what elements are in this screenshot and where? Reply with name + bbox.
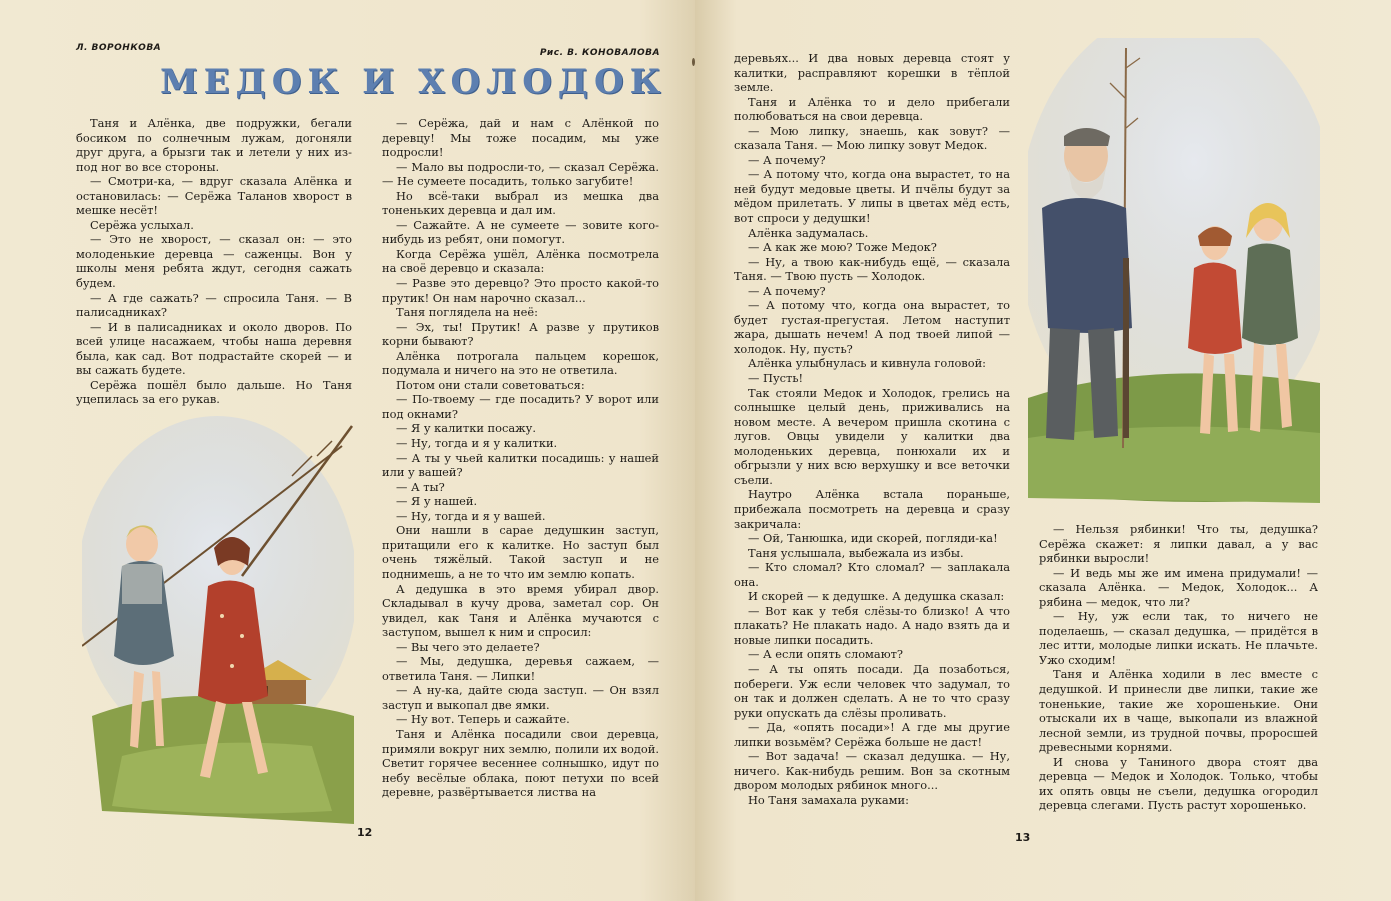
story-paragraph: — А где сажать? — спросила Таня. — В палисадниках? xyxy=(76,290,352,320)
story-title: МЕДОК И ХОЛОДОК xyxy=(160,62,667,102)
story-paragraph: — А потому что, когда она вырастет, то на ней будут медовые цветы. И пчёлы будут за мёдом прилетать. У липы в цветах мёд есть, вот спроси у дедушки! xyxy=(734,167,1010,226)
story-paragraph: — Пусть! xyxy=(748,371,804,386)
page-number-right: 13 xyxy=(1015,831,1031,844)
story-paragraph: — Ну, тогда и я у вашей. xyxy=(396,508,546,523)
story-paragraph: Таня и Алёнка посадили свои деревца, примяли вокруг них землю, полили их водой. Светит горячее весеннее солнышко, идут по небу весёлые облака, поют петухи по всей деревне, развёртывается листва на xyxy=(382,726,659,800)
story-paragraph: Алёнка потрогала пальцем корешок, подумала и ничего на это не ответила. xyxy=(382,348,659,378)
right-column-1 xyxy=(734,51,1010,807)
story-paragraph: — А как же мою? Тоже Медок? xyxy=(748,240,937,255)
story-paragraph: — А почему? xyxy=(748,283,826,298)
story-paragraph: — Разве это деревцо? Это просто какой-то прутик! Он нам нарочно сказал... xyxy=(382,276,659,305)
girls-carrying-saplings-illustration xyxy=(82,416,354,824)
story-paragraph: — Ой, Танюшка, иди скорей, погляди-ка! xyxy=(748,531,998,546)
story-paragraph: — Ну, тогда и я у калитки. xyxy=(396,436,558,451)
story-paragraph: Таня и Алёнка ходили в лес вместе с дедушкой. И принесли две липки, такие же тоненькие, такие же хорошенькие. Они отыскали их в чаще, выкопали из влажной лесной земли, из трудной почвы, проросшей древесными корнями. xyxy=(1039,667,1318,755)
left-page xyxy=(0,0,695,901)
story-paragraph: — А потому что, когда она вырастет, то будет густая-прегустая. Летом наступит жара, дышать нечем! А под твоей липой — холодок. Ну, пусть? xyxy=(734,298,1010,356)
right-page xyxy=(695,0,1391,901)
story-paragraph: Алёнка задумалась. xyxy=(748,225,869,240)
illustrator-credit: Рис. В. КОНОВАЛОВА xyxy=(539,48,660,58)
story-paragraph: — Я у нашей. xyxy=(396,494,478,509)
right-column-2 xyxy=(1039,522,1318,813)
story-paragraph: — Я у калитки посажу. xyxy=(396,421,536,436)
story-paragraph: — А ну-ка, дайте сюда заступ. — Он взял заступ и выкопал две ямки. xyxy=(382,683,659,712)
story-paragraph: И скорей — к дедушке. А дедушка сказал: xyxy=(748,589,1005,604)
grandfather-and-girls-illustration xyxy=(1028,38,1320,508)
story-paragraph: — Нельзя рябинки! Что ты, дедушка? Серёжа скажет: я липки давал, а у вас рябинки выросли! xyxy=(1039,522,1318,566)
story-paragraph: Но всё-таки выбрал из мешка два тоненьких деревца и дал им. xyxy=(382,188,659,218)
story-paragraph: — А ты у чьей калитки посадишь: у нашей или у вашей? xyxy=(382,450,659,480)
story-paragraph: деревьях... И два новых деревца стоят у калитки, расправляют корешки в тёплой земле. xyxy=(734,51,1010,95)
story-paragraph: — И ведь мы же им имена придумали! — сказала Алёнка. — Медок, Холодок... А рябина — медок, что ли? xyxy=(1039,565,1318,609)
story-paragraph: — Ну, уж если так, то ничего не поделаешь, — сказал дедушка, — придётся в лес итти, молодые липки искать. Не плачьте. Ужо сходим! xyxy=(1039,609,1318,667)
page-number-left: 12 xyxy=(357,826,373,839)
story-paragraph: — Мою липку, знаешь, как зовут? — сказала Таня. — Мою липку зовут Медок. xyxy=(734,123,1010,153)
story-paragraph: Серёжа пошёл было дальше. Но Таня уцепилась за его рукав. xyxy=(76,377,352,407)
story-paragraph: — Сажайте. А не сумеете — зовите кого-нибудь из ребят, они помогут. xyxy=(382,217,659,247)
story-paragraph: — А почему? xyxy=(748,152,826,167)
story-paragraph: — И в палисадниках и около дворов. По всей улице насажаем, чтобы наша деревня была, как сад. Вот подрастайте скорей — и вы сажать будете. xyxy=(76,319,352,378)
story-paragraph: — Ну вот. Теперь и сажайте. xyxy=(396,712,570,727)
story-paragraph: — Да, «опять посади»! А где мы другие липки возьмём? Серёжа больше не даст! xyxy=(734,720,1010,749)
story-paragraph: — А если опять сломают? xyxy=(748,647,904,662)
story-paragraph: Таня и Алёнка то и дело прибегали полюбоваться на свои деревца. xyxy=(734,94,1010,124)
story-paragraph: Таня поглядела на неё: xyxy=(396,305,538,320)
left-column-2 xyxy=(382,116,659,800)
story-paragraph: Наутро Алёнка встала пораньше, прибежала посмотреть на деревца и сразу закричала: xyxy=(734,487,1010,531)
story-paragraph: И снова у Таниного двора стоят два деревца — Медок и Холодок. Только, чтобы их опять овцы не съели, дедушка огородил деревца слегами. Пусть растут хорошенько. xyxy=(1039,754,1318,813)
story-paragraph: — Смотри-ка, — вдруг сказала Алёнка и остановилась: — Серёжа Таланов хворост в мешке несёт! xyxy=(76,174,352,218)
story-paragraph: — Серёжа, дай и нам с Алёнкой по деревцу! Мы тоже посадим, мы уже подросли! xyxy=(382,116,659,160)
story-paragraph: — Эх, ты! Прутик! А разве у прутиков корни бывают? xyxy=(382,319,659,349)
story-paragraph: Серёжа услыхал. xyxy=(90,217,194,232)
story-paragraph: Так стояли Медок и Холодок, грелись на солнышке целый день, приживались на новом месте. А вечером пришла скотина с лугов. Овцы увидели у калитки два молоденьких деревца, понюхали их и обгрызли у них всю верхушку и все веточки съели. xyxy=(734,385,1010,487)
left-column-1 xyxy=(76,116,352,407)
author-name: Л. ВОРОНКОВА xyxy=(76,43,162,53)
story-paragraph: — Кто сломал? Кто сломал? — заплакала она. xyxy=(734,560,1010,589)
story-paragraph: Таня услышала, выбежала из избы. xyxy=(748,545,964,560)
story-paragraph: — Мало вы подросли-то, — сказал Серёжа. — Не сумеете посадить, только загубите! xyxy=(382,159,659,189)
story-paragraph: — А ты? xyxy=(396,479,445,494)
story-paragraph: Но Таня замахала руками: xyxy=(748,792,909,807)
story-paragraph: Потом они стали советоваться: xyxy=(396,377,585,392)
story-paragraph: Алёнка улыбнулась и кивнула головой: xyxy=(748,356,987,371)
story-paragraph: — Вы чего это делаете? xyxy=(396,639,540,654)
story-paragraph: — А ты опять посади. Да позаботься, побереги. Уж если человек что задумал, то он так и должен сделать. А не то что сразу руки опускать да слёзы проливать. xyxy=(734,661,1010,720)
story-paragraph: — Вот как у тебя слёзы-то близко! А что плакать? Не плакать надо. А надо взять да и новые липки посадить. xyxy=(734,603,1010,647)
story-paragraph: Таня и Алёнка, две подружки, бегали босиком по солнечным лужам, догоняли друг друга, а брызги так и летели у них из-под ног во все стороны. xyxy=(76,116,352,174)
story-paragraph: Когда Серёжа ушёл, Алёнка посмотрела на своё деревцо и сказала: xyxy=(382,246,659,276)
story-paragraph: А дедушка в это время убирал двор. Складывал в кучу дрова, заметал сор. Он увидел, как Таня и Алёнка мучаются с заступом, вышел к ним и спросил: xyxy=(382,581,659,640)
story-paragraph: — Вот задача! — сказал дедушка. — Ну, ничего. Как-нибудь решим. Вон за скотным двором молодых рябинок много... xyxy=(734,749,1010,793)
story-paragraph: Они нашли в сарае дедушкин заступ, притащили его к калитке. Но заступ был очень тяжёлый. Такой заступ и не поднимешь, а не то что им землю копать. xyxy=(382,523,659,581)
story-paragraph: — Мы, дедушка, деревья сажаем, — ответила Таня. — Липки! xyxy=(382,654,659,683)
story-paragraph: — Это не хворост, — сказал он: — это молоденькие деревца — саженцы. Вон у школы меня ребята ждут, сегодня сажать будем. xyxy=(76,232,352,291)
story-paragraph: — По-твоему — где посадить? У ворот или под окнами? xyxy=(382,392,659,421)
story-paragraph: — Ну, а твою как-нибудь ещё, — сказала Таня. — Твою пусть — Холодок. xyxy=(734,254,1010,284)
